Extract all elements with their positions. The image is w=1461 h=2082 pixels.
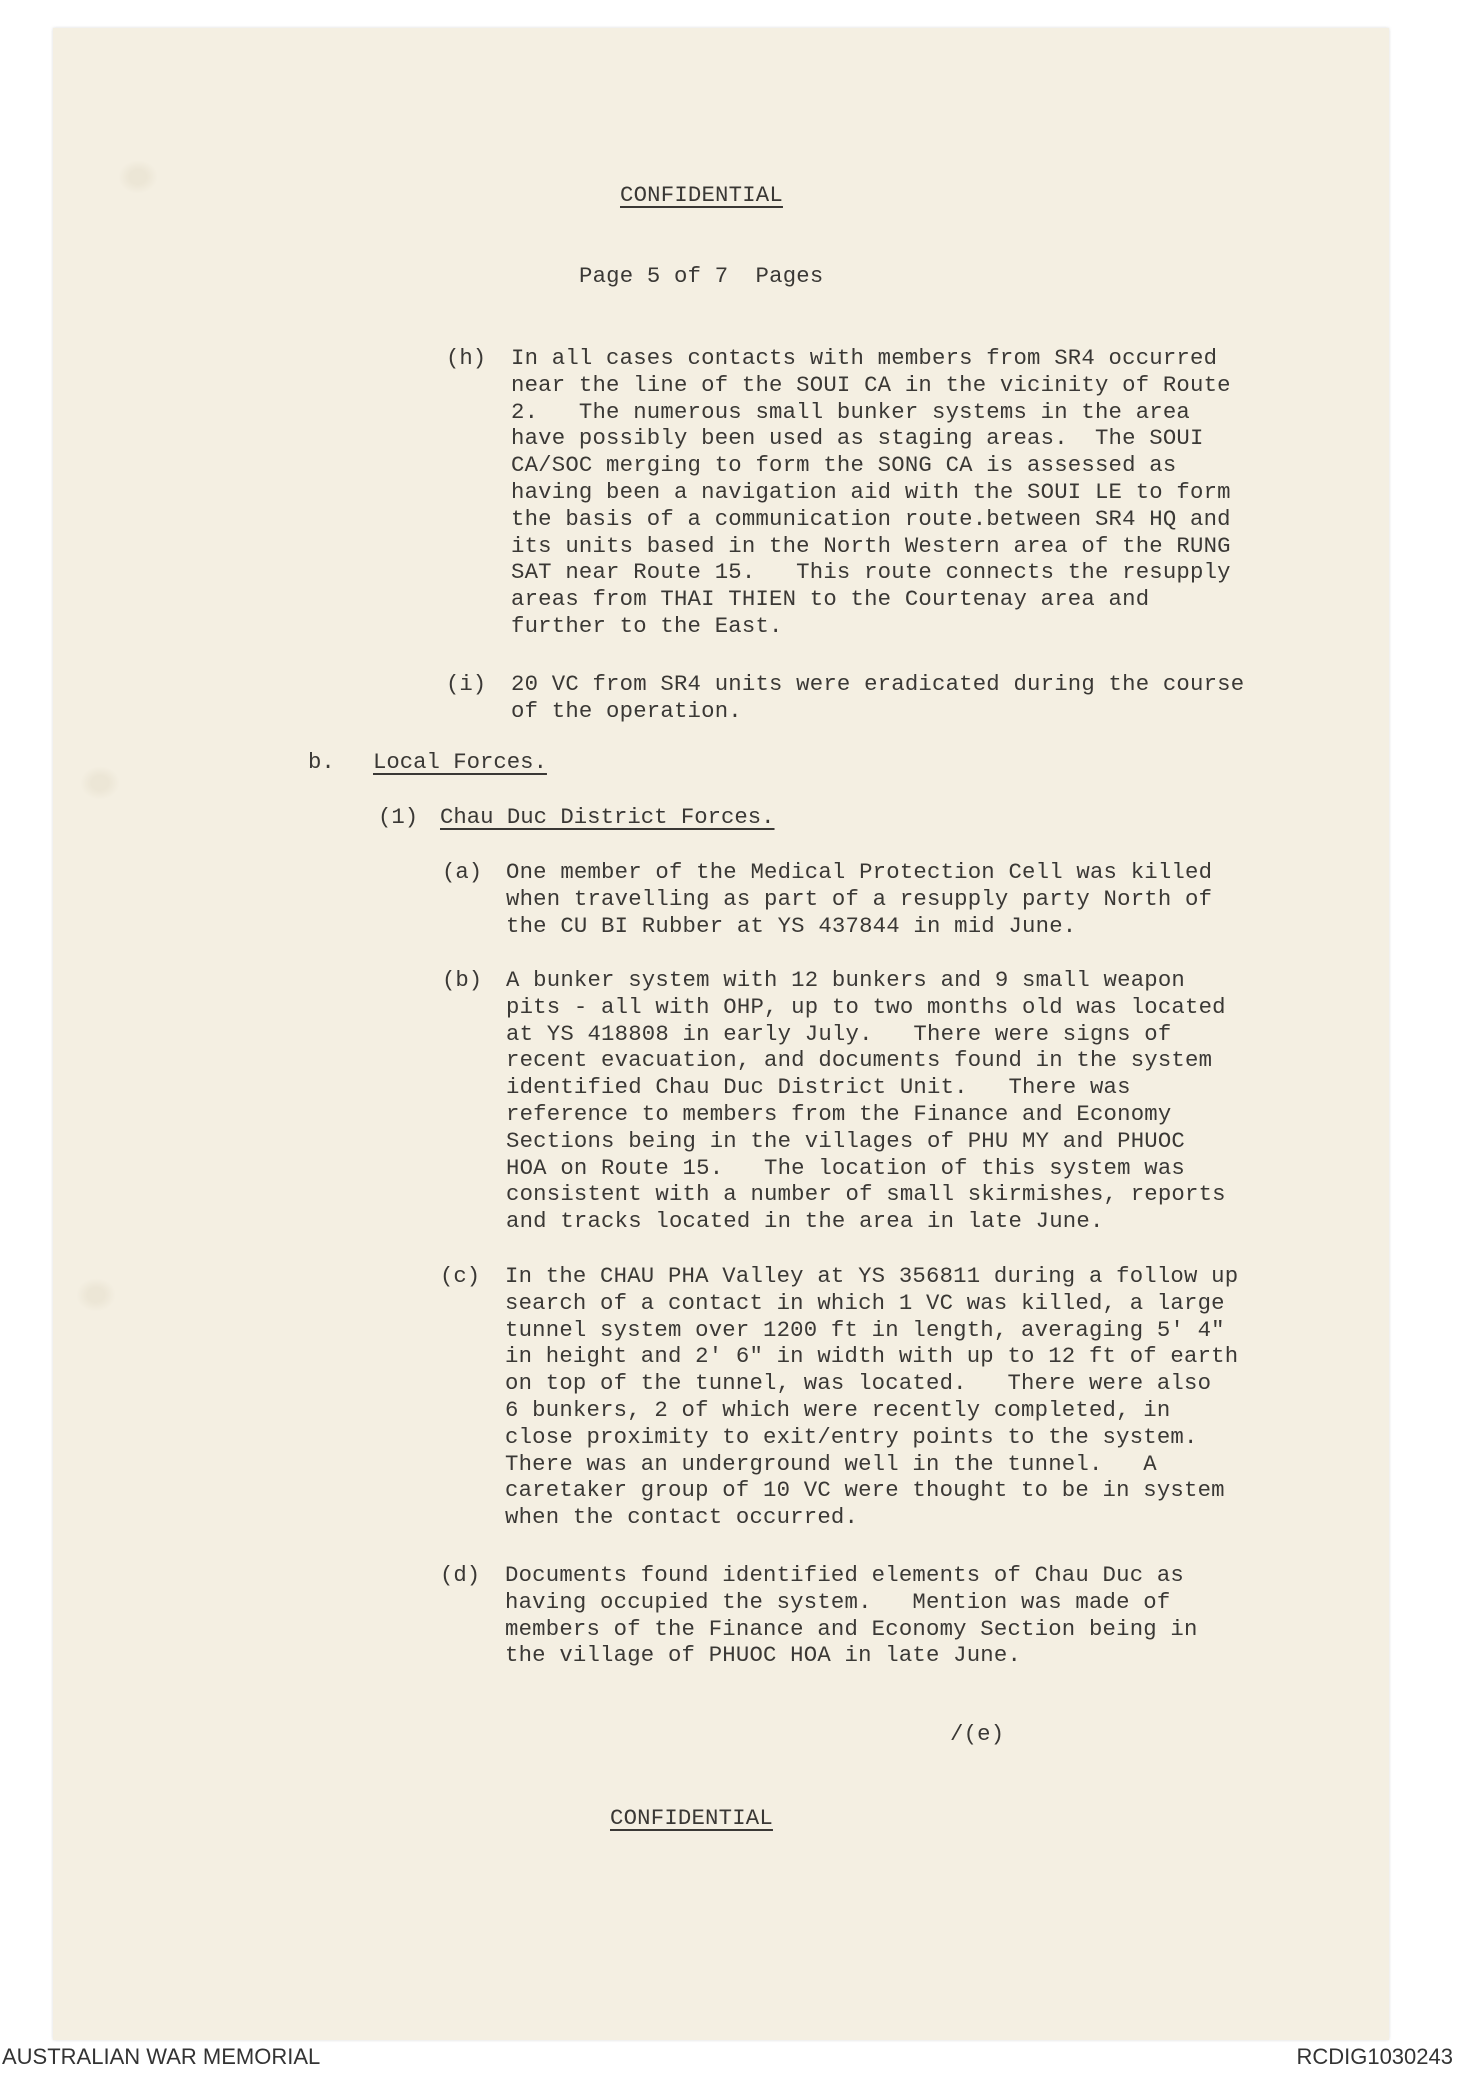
text-line: One member of the Medical Protection Cell was killed [506,859,1213,885]
text-line: 6 bunkers, 2 of which were recently completed, in [505,1396,1171,1423]
text-line: tunnel system over 1200 ft in length, averaging 5' 4" [505,1316,1225,1343]
text-line: A bunker system with 12 bunkers and 9 small weapon [506,967,1186,993]
text-line: in height and 2' 6" in width with up to 12 ft of earth [505,1343,1239,1370]
paragraph-body [506,967,1226,1235]
section-b-heading: Local Forces. [373,749,547,775]
text-line: the CU BI Rubber at YS 437844 in mid June. [506,912,1077,939]
text-line: close proximity to exit/entry points to the system. [505,1423,1198,1450]
punch-hole-mark [76,1278,116,1312]
text-line: when travelling as part of a resupply party North of [506,885,1213,912]
text-line: identified Chau Duc District Unit. There was [506,1074,1131,1101]
text-line: areas from THAI THIEN to the Courtenay area and [511,586,1150,613]
continuation-marker: /(e) [950,1721,1005,1747]
punch-hole-mark [80,766,120,800]
page-number: Page 5 of 7 Pages [579,263,824,289]
paragraph-body [506,859,1212,939]
text-line: near the line of the SOUI CA in the vicinity of Route [511,371,1231,398]
paragraph-label: (i) [446,671,487,697]
classification-footer: CONFIDENTIAL [610,1805,773,1831]
subsection-1-label: (1) [378,804,419,830]
text-line: the basis of a communication route.between SR4 HQ and [511,505,1231,532]
text-line: There was an underground well in the tunnel. A [505,1450,1157,1477]
text-line: consistent with a number of small skirmishes, reports [506,1181,1226,1208]
subsection-1-heading: Chau Duc District Forces. [440,804,775,830]
section-b-label: b. [308,749,335,775]
text-line: on top of the tunnel, was located. There were also [505,1370,1212,1397]
text-line: 20 VC from SR4 units were eradicated during the course [511,671,1245,697]
text-line: Sections being in the villages of PHU MY and PHUOC [506,1127,1186,1154]
text-line: caretaker group of 10 VC were thought to be in system [505,1477,1225,1504]
text-line: 2. The numerous small bunker systems in the area [511,398,1191,425]
text-line: reference to members from the Finance and Economy [506,1100,1172,1127]
archive-footer-left: AUSTRALIAN WAR MEMORIAL [2,2044,321,2069]
text-line: SAT near Route 15. This route connects the resupply [511,559,1231,586]
paragraph-label: (a) [442,859,483,885]
text-line: having been a navigation aid with the SOUI LE to form [511,478,1231,505]
text-line: HOA on Route 15. The location of this system was [506,1154,1186,1181]
text-line: its units based in the North Western area of the RUNG [511,532,1231,559]
text-line: search of a contact in which 1 VC was killed, a large [505,1289,1225,1316]
punch-hole-mark [118,160,158,194]
text-line: In all cases contacts with members from SR4 occurred [511,345,1218,371]
text-line: Documents found identified elements of Chau Duc as [505,1562,1185,1588]
text-line: In the CHAU PHA Valley at YS 356811 during a follow up [505,1263,1239,1289]
text-line: when the contact occurred. [505,1504,859,1531]
text-line: having occupied the system. Mention was made of [505,1588,1171,1615]
paragraph-label: (b) [442,967,483,993]
text-line: CA/SOC merging to form the SONG CA is assessed as [511,452,1177,479]
paragraph-body [511,671,1244,725]
text-line: have possibly been used as staging areas. The SOUI [511,425,1204,452]
text-line: and tracks located in the area in late June. [506,1208,1104,1235]
text-line: recent evacuation, and documents found in the system [506,1047,1213,1074]
text-line: at YS 418808 in early July. There were signs of [506,1020,1172,1047]
paragraph-body [511,345,1231,640]
archive-footer-right: RCDIG1030243 [1296,2044,1453,2069]
text-line: further to the East. [511,612,783,639]
paragraph-body [505,1263,1238,1531]
text-line: the village of PHUOC HOA in late June. [505,1642,1022,1669]
text-line: of the operation. [511,697,742,724]
paragraph-label: (d) [440,1562,481,1588]
text-line: pits - all with OHP, up to two months old was located [506,993,1226,1020]
paragraph-label: (h) [446,345,487,371]
paragraph-body [505,1562,1198,1669]
paragraph-label: (c) [440,1263,481,1289]
classification-header: CONFIDENTIAL [620,182,783,208]
text-line: members of the Finance and Economy Section being in [505,1615,1198,1642]
